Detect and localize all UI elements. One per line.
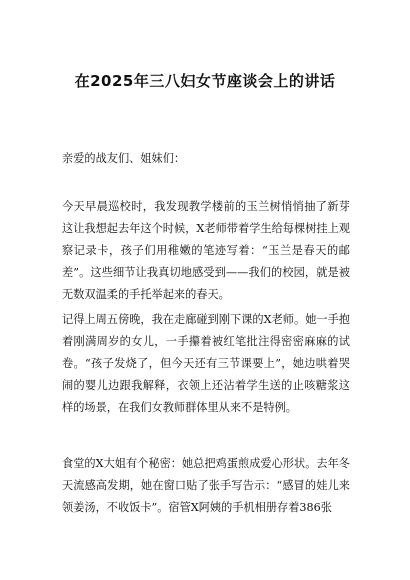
salutation: 亲爱的战友们、姐妹们： — [62, 152, 186, 165]
paragraph-2: 记得上周五傍晚，我在走廊碰到刚下课的X老师。她一手抱着刚满周岁的女儿，一手攥着被红笔批注得密密麻麻的试卷。“孩子发烧了，但今天还有三节课要上”，她边哄着哭闹的婴儿边跟我解释，衣领上还沾着学生送的止咳糖浆这样的场景，在我们女教师群体里从来不是特例。 — [62, 313, 350, 414]
paragraph-1: 今天早晨巡校时，我发现教学楼前的玉兰树悄悄抽了新芽这让我想起去年这个时候，X老师带着学生给每棵树挂上观察记录卡，孩子们用稚嫩的笔迹写着：“玉兰是春天的邮差”。这些细节让我真切地感受到——我们的校园，就是被无数双温柔的手托举起来的春天。 — [62, 200, 350, 301]
page-title: 在2025年三八妇女节座谈会上的讲话 — [74, 72, 336, 90]
paragraph-3: 食堂的X大姐有个秘密：她总把鸡蛋煎成爱心形状。去年冬天流感高发期，她在窗口贴了张手写告示：“感冒的娃儿来领姜汤，不收饭卡”。宿管X阿姨的手机相册存着386张 — [62, 457, 350, 514]
